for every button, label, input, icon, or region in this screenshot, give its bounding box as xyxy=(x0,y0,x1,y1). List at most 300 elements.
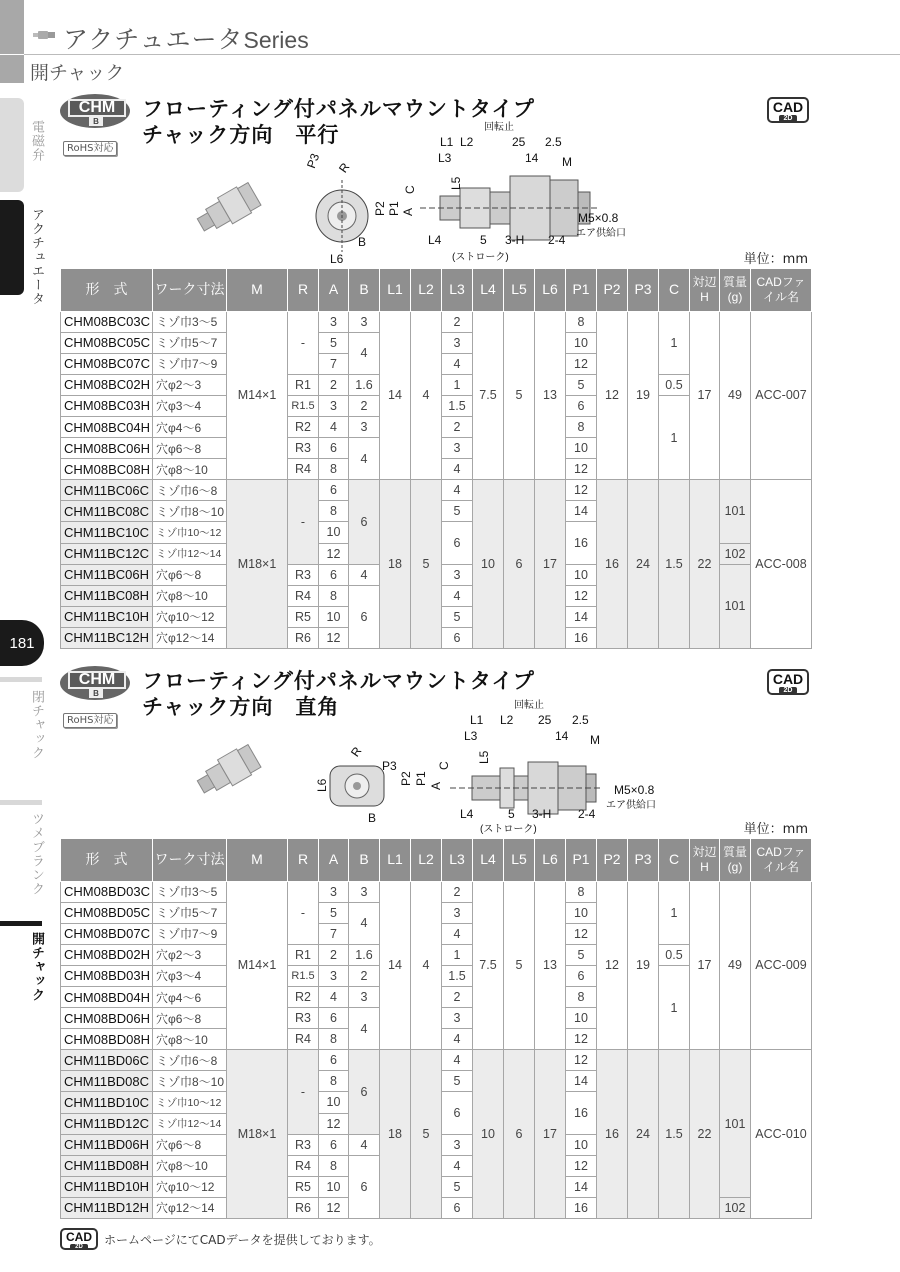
cell-a: 8 xyxy=(319,501,349,522)
unit-label: 単位：mm xyxy=(743,822,808,837)
cad-badge-label: CAD xyxy=(772,99,804,115)
cell-r: R1.5 xyxy=(288,395,319,416)
col-header-model: 形 式 xyxy=(61,839,153,881)
cell-r: - xyxy=(288,480,319,564)
cell-b: 4 xyxy=(349,564,380,585)
cell-l3: 2 xyxy=(442,881,473,902)
work-size: 穴φ4～6 xyxy=(153,986,227,1007)
work-size: 穴φ8～10 xyxy=(153,585,227,606)
table-group-m18 xyxy=(61,480,812,649)
actuator-series-icon xyxy=(33,30,55,40)
col-header-r: R xyxy=(288,269,319,311)
svg-text:P2: P2 xyxy=(373,201,387,216)
cell-a: 10 xyxy=(319,1176,349,1197)
rail-block-sub xyxy=(0,55,24,83)
cell-b: 3 xyxy=(349,311,380,332)
cell-m: M14×1 xyxy=(227,881,288,1050)
badge-label: CHM xyxy=(68,671,126,689)
cell-l3: 2 xyxy=(442,986,473,1007)
section-title-line1: フローティング付パネルマウントタイプ xyxy=(142,97,535,121)
col-header-p2: P2 xyxy=(597,269,628,311)
svg-text:L3: L3 xyxy=(464,729,478,743)
cell-a: 6 xyxy=(319,438,349,459)
cell-r: - xyxy=(288,311,319,374)
cell-a: 2 xyxy=(319,374,349,395)
cell-a: 3 xyxy=(319,881,349,902)
cell-l3: 1 xyxy=(442,374,473,395)
cell-h: 17 xyxy=(690,311,720,480)
svg-text:L1: L1 xyxy=(470,713,484,727)
cell-b: 1.6 xyxy=(349,374,380,395)
col-header-p3: P3 xyxy=(628,839,659,881)
model-code: CHM08BD07C xyxy=(61,923,153,944)
cell-cad-file[interactable]: ACC-007 xyxy=(751,311,812,480)
cell-a: 7 xyxy=(319,923,349,944)
model-code: CHM08BC03H xyxy=(61,395,153,416)
cell-p3: 19 xyxy=(628,311,659,480)
model-code: CHM11BD06C xyxy=(61,1050,153,1071)
cell-p1: 12 xyxy=(566,1050,597,1071)
svg-text:L6: L6 xyxy=(330,252,344,266)
svg-text:25: 25 xyxy=(512,135,526,149)
cell-b: 1.6 xyxy=(349,944,380,965)
product-photo-right-angle xyxy=(188,740,268,800)
table-row xyxy=(61,311,812,332)
cell-p1: 5 xyxy=(566,374,597,395)
cell-c: 1 xyxy=(659,965,690,1049)
model-code: CHM08BD02H xyxy=(61,944,153,965)
cell-l3: 4 xyxy=(442,1155,473,1176)
work-size: 穴φ2～3 xyxy=(153,944,227,965)
model-code: CHM11BC10H xyxy=(61,606,153,627)
cell-r: R1 xyxy=(288,374,319,395)
unit-label: 単位：mm xyxy=(743,252,808,267)
cell-mass: 49 xyxy=(720,311,751,480)
work-size: 穴φ12～14 xyxy=(153,1197,227,1218)
cell-cad-file[interactable]: ACC-010 xyxy=(751,1050,812,1219)
col-header-m: M xyxy=(227,269,288,311)
cell-a: 4 xyxy=(319,986,349,1007)
table-row xyxy=(61,1050,812,1071)
model-code: CHM08BC03C xyxy=(61,311,153,332)
cell-r: R3 xyxy=(288,438,319,459)
side-tab-label-actuator[interactable]: アクチュエータ xyxy=(29,208,44,306)
cell-p1: 5 xyxy=(566,944,597,965)
col-header-l4: L4 xyxy=(473,269,504,311)
svg-text:2-4: 2-4 xyxy=(548,233,566,247)
cell-p1: 14 xyxy=(566,1176,597,1197)
col-header-l1: L1 xyxy=(380,269,411,311)
cell-a: 8 xyxy=(319,1155,349,1176)
work-size: ミゾ巾3～5 xyxy=(153,311,227,332)
col-header-cad: CADファイル名 xyxy=(751,269,812,311)
side-nav-open-chuck[interactable]: 開チャック xyxy=(29,932,44,1002)
cell-b: 4 xyxy=(349,438,380,480)
cell-a: 10 xyxy=(319,606,349,627)
svg-text:(ストローク): (ストローク) xyxy=(452,252,509,263)
cell-p1: 8 xyxy=(566,986,597,1007)
section-title-line2: チャック方向 直角 xyxy=(142,695,340,719)
col-header-h: 対辺H xyxy=(690,839,720,881)
col-header-l3: L3 xyxy=(442,839,473,881)
footer-cad-note xyxy=(60,1228,381,1250)
cad-2d-badge[interactable] xyxy=(767,97,809,123)
work-size: ミゾ巾8～10 xyxy=(153,1071,227,1092)
cell-l3: 5 xyxy=(442,501,473,522)
model-code: CHM08BC05C xyxy=(61,332,153,353)
series-suffix: Series xyxy=(243,27,309,53)
cell-l3: 1.5 xyxy=(442,965,473,986)
cell-b: 4 xyxy=(349,332,380,374)
col-header-l4: L4 xyxy=(473,839,504,881)
chm-series-badge xyxy=(60,666,130,702)
cell-l3: 5 xyxy=(442,1176,473,1197)
cell-a: 3 xyxy=(319,311,349,332)
cell-p1: 10 xyxy=(566,332,597,353)
cell-p1: 14 xyxy=(566,1071,597,1092)
cell-p1: 12 xyxy=(566,353,597,374)
cell-a: 4 xyxy=(319,416,349,437)
cad-badge-label: CAD xyxy=(772,671,804,687)
cell-l2: 4 xyxy=(411,881,442,1050)
cell-l3: 4 xyxy=(442,1029,473,1050)
badge-sub-label: B xyxy=(89,117,103,126)
cell-r: R3 xyxy=(288,1008,319,1029)
cell-p1: 10 xyxy=(566,438,597,459)
cell-p1: 12 xyxy=(566,1155,597,1176)
badge-label: CHM xyxy=(68,99,126,117)
cell-b: 6 xyxy=(349,585,380,648)
cell-p1: 8 xyxy=(566,881,597,902)
cell-c: 1.5 xyxy=(659,1050,690,1219)
work-size: 穴φ6～8 xyxy=(153,438,227,459)
svg-text:L1: L1 xyxy=(440,135,454,149)
cell-mass: 101 xyxy=(720,1050,751,1198)
cell-r: R3 xyxy=(288,564,319,585)
cell-l1: 14 xyxy=(380,311,411,480)
table-group-m18 xyxy=(61,1050,812,1219)
cell-c: 0.5 xyxy=(659,944,690,965)
cell-l3: 2 xyxy=(442,416,473,437)
col-header-h: 対辺H xyxy=(690,269,720,311)
cell-c: 1 xyxy=(659,881,690,944)
cell-p1: 8 xyxy=(566,416,597,437)
col-header-p3: P3 xyxy=(628,269,659,311)
cell-r: R6 xyxy=(288,1197,319,1218)
model-code: CHM11BC12C xyxy=(61,543,153,564)
col-header-l1: L1 xyxy=(380,839,411,881)
cell-l3: 6 xyxy=(442,1197,473,1218)
work-size: 穴φ4～6 xyxy=(153,416,227,437)
cell-p3: 24 xyxy=(628,1050,659,1219)
cell-m: M18×1 xyxy=(227,480,288,649)
product-photo-parallel xyxy=(188,178,268,238)
cell-p3: 19 xyxy=(628,881,659,1050)
cell-b: 6 xyxy=(349,1050,380,1134)
cell-a: 8 xyxy=(319,1071,349,1092)
cell-a: 8 xyxy=(319,459,349,480)
model-code: CHM11BD08C xyxy=(61,1071,153,1092)
header-divider xyxy=(24,54,900,55)
cell-p1: 12 xyxy=(566,1029,597,1050)
cell-a: 8 xyxy=(319,1029,349,1050)
cell-h: 17 xyxy=(690,881,720,1050)
col-header-l6: L6 xyxy=(535,269,566,311)
cell-l6: 13 xyxy=(535,881,566,1050)
cell-mass: 49 xyxy=(720,881,751,1050)
cell-p1: 6 xyxy=(566,965,597,986)
cell-h: 22 xyxy=(690,480,720,649)
table-row xyxy=(61,881,812,902)
cell-l5: 5 xyxy=(504,881,535,1050)
side-tab-label-solenoid-valve[interactable]: 電磁弁 xyxy=(29,120,44,162)
cell-p1: 14 xyxy=(566,606,597,627)
cell-p1: 10 xyxy=(566,1008,597,1029)
work-size: ミゾ巾7～9 xyxy=(153,353,227,374)
model-code: CHM08BD04H xyxy=(61,986,153,1007)
svg-text:2.5: 2.5 xyxy=(572,713,589,727)
cell-l3: 4 xyxy=(442,585,473,606)
cell-a: 8 xyxy=(319,585,349,606)
cell-b: 4 xyxy=(349,1008,380,1050)
cell-b: 3 xyxy=(349,986,380,1007)
cell-r: R1.5 xyxy=(288,965,319,986)
cell-mass: 102 xyxy=(720,1197,751,1218)
work-size: 穴φ3～4 xyxy=(153,395,227,416)
cell-a: 10 xyxy=(319,1092,349,1113)
cell-p1: 10 xyxy=(566,1134,597,1155)
badge-sub-label: B xyxy=(89,689,103,698)
cell-a: 5 xyxy=(319,332,349,353)
svg-text:L6: L6 xyxy=(315,778,329,792)
work-size: ミゾ巾12～14 xyxy=(153,543,227,564)
cad-2d-badge[interactable] xyxy=(767,669,809,695)
side-nav-jaw-blank[interactable]: ツメブランク xyxy=(29,812,44,896)
cell-l3: 2 xyxy=(442,311,473,332)
col-header-l6: L6 xyxy=(535,839,566,881)
cell-p1: 12 xyxy=(566,480,597,501)
side-tab-solenoid-valve[interactable] xyxy=(0,98,24,192)
svg-text:R: R xyxy=(335,160,353,176)
model-code: CHM11BC06H xyxy=(61,564,153,585)
cell-r: R4 xyxy=(288,1029,319,1050)
model-code: CHM08BD03H xyxy=(61,965,153,986)
chm-series-badge xyxy=(60,94,130,130)
svg-text:回転止: 回転止 xyxy=(514,700,544,711)
cell-l2: 5 xyxy=(411,1050,442,1219)
col-header-b: B xyxy=(349,839,380,881)
cell-r: R2 xyxy=(288,986,319,1007)
table-header-row xyxy=(61,839,812,881)
model-code: CHM11BC12H xyxy=(61,627,153,648)
work-size: ミゾ巾6～8 xyxy=(153,480,227,501)
side-nav-closed-chuck[interactable]: 閉チャック xyxy=(29,690,44,760)
svg-text:(ストローク): (ストローク) xyxy=(480,824,537,835)
cell-l1: 14 xyxy=(380,881,411,1050)
work-size: ミゾ巾7～9 xyxy=(153,923,227,944)
svg-text:25: 25 xyxy=(538,713,552,727)
cell-l4: 10 xyxy=(473,1050,504,1219)
svg-text:L2: L2 xyxy=(500,713,514,727)
model-code: CHM08BC02H xyxy=(61,374,153,395)
section-title-line1: フローティング付パネルマウントタイプ xyxy=(142,669,535,693)
svg-text:L4: L4 xyxy=(460,807,474,821)
cell-l3: 3 xyxy=(442,902,473,923)
work-size: 穴φ6～8 xyxy=(153,1134,227,1155)
cell-p1: 16 xyxy=(566,1092,597,1134)
side-divider-closed-chuck xyxy=(0,677,42,682)
cell-l5: 6 xyxy=(504,480,535,649)
work-size: 穴φ12～14 xyxy=(153,627,227,648)
model-code: CHM08BD08H xyxy=(61,1029,153,1050)
cell-p1: 12 xyxy=(566,923,597,944)
cell-p1: 16 xyxy=(566,522,597,564)
cell-b: 6 xyxy=(349,1155,380,1218)
model-code: CHM08BC08H xyxy=(61,459,153,480)
cell-p2: 16 xyxy=(597,480,628,649)
cell-l3: 4 xyxy=(442,353,473,374)
rail-block-top xyxy=(0,0,24,54)
svg-text:P2: P2 xyxy=(399,771,413,786)
series-title xyxy=(63,20,309,56)
col-header-l2: L2 xyxy=(411,839,442,881)
cad-badge-sub: 2D xyxy=(779,687,797,694)
svg-text:A: A xyxy=(401,207,415,216)
col-header-r: R xyxy=(288,839,319,881)
cell-b: 4 xyxy=(349,902,380,944)
svg-text:エア供給口: エア供給口 xyxy=(606,800,656,811)
svg-text:M: M xyxy=(562,155,572,169)
cell-mass: 101 xyxy=(720,564,751,648)
svg-text:回転止: 回転止 xyxy=(484,122,514,133)
side-divider-open-chuck xyxy=(0,921,42,926)
col-header-model: 形 式 xyxy=(61,269,153,311)
work-size: 穴φ2～3 xyxy=(153,374,227,395)
cell-r: R4 xyxy=(288,1155,319,1176)
col-header-mass: 質量(g) xyxy=(720,269,751,311)
model-code: CHM11BC06C xyxy=(61,480,153,501)
cell-cad-file[interactable]: ACC-008 xyxy=(751,480,812,649)
cell-l3: 5 xyxy=(442,1071,473,1092)
cell-p1: 6 xyxy=(566,395,597,416)
col-header-mass: 質量(g) xyxy=(720,839,751,881)
cad-badge-sub: 2D xyxy=(779,115,797,122)
svg-text:M5×0.8: M5×0.8 xyxy=(614,783,655,797)
page-number: 181 xyxy=(0,620,44,666)
cell-a: 12 xyxy=(319,543,349,564)
cell-l3: 5 xyxy=(442,606,473,627)
svg-text:2-4: 2-4 xyxy=(578,807,596,821)
svg-text:3-H: 3-H xyxy=(532,807,552,821)
model-code: CHM08BC06H xyxy=(61,438,153,459)
cell-b: 4 xyxy=(349,1134,380,1155)
cell-b: 3 xyxy=(349,881,380,902)
cell-b: 2 xyxy=(349,395,380,416)
cell-l3: 6 xyxy=(442,1092,473,1134)
cell-l3: 3 xyxy=(442,332,473,353)
svg-text:R: R xyxy=(347,744,365,760)
svg-text:L2: L2 xyxy=(460,135,474,149)
svg-text:14: 14 xyxy=(525,151,539,165)
cell-l6: 17 xyxy=(535,480,566,649)
cell-b: 2 xyxy=(349,965,380,986)
model-code: CHM11BC08H xyxy=(61,585,153,606)
cell-m: M18×1 xyxy=(227,1050,288,1219)
work-size: 穴φ6～8 xyxy=(153,564,227,585)
col-header-p2: P2 xyxy=(597,839,628,881)
cad-badge-sub: 2D xyxy=(70,1244,88,1250)
cell-b: 6 xyxy=(349,480,380,564)
model-code: CHM08BD06H xyxy=(61,1008,153,1029)
cell-p2: 12 xyxy=(597,311,628,480)
cell-mass: 102 xyxy=(720,543,751,564)
work-size: 穴φ8～10 xyxy=(153,1029,227,1050)
model-code: CHM11BD10H xyxy=(61,1176,153,1197)
cell-p1: 8 xyxy=(566,311,597,332)
side-tab-actuator[interactable] xyxy=(0,200,24,295)
cell-r: R6 xyxy=(288,627,319,648)
cell-l5: 5 xyxy=(504,311,535,480)
rohs-badge: RoHS対応 xyxy=(63,141,117,156)
cell-mass: 101 xyxy=(720,480,751,543)
category-title: 開チャック xyxy=(30,62,125,84)
cell-a: 6 xyxy=(319,1134,349,1155)
work-size: ミゾ巾5～7 xyxy=(153,902,227,923)
cell-r: - xyxy=(288,881,319,944)
cell-l2: 4 xyxy=(411,311,442,480)
work-size: ミゾ巾12～14 xyxy=(153,1113,227,1134)
cad-2d-badge[interactable] xyxy=(60,1228,98,1250)
cell-c: 0.5 xyxy=(659,374,690,395)
svg-text:エア供給口: エア供給口 xyxy=(576,228,626,239)
cell-a: 6 xyxy=(319,564,349,585)
cell-l3: 1 xyxy=(442,944,473,965)
cell-l1: 18 xyxy=(380,480,411,649)
cell-l2: 5 xyxy=(411,480,442,649)
cell-l5: 6 xyxy=(504,1050,535,1219)
cell-r: R4 xyxy=(288,459,319,480)
svg-text:C: C xyxy=(403,185,417,194)
cell-l4: 7.5 xyxy=(473,881,504,1050)
cell-l3: 6 xyxy=(442,522,473,564)
cell-c: 1 xyxy=(659,395,690,479)
work-size: ミゾ巾3～5 xyxy=(153,881,227,902)
col-header-work: ワーク寸法 xyxy=(153,269,227,311)
cell-r: - xyxy=(288,1050,319,1134)
cell-r: R1 xyxy=(288,944,319,965)
cell-a: 6 xyxy=(319,1008,349,1029)
svg-text:P1: P1 xyxy=(387,201,401,216)
cell-c: 1.5 xyxy=(659,480,690,649)
cell-a: 5 xyxy=(319,902,349,923)
cell-a: 10 xyxy=(319,522,349,543)
cell-l3: 3 xyxy=(442,564,473,585)
cell-a: 12 xyxy=(319,1113,349,1134)
cell-m: M14×1 xyxy=(227,311,288,480)
cell-cad-file[interactable]: ACC-009 xyxy=(751,881,812,1050)
cell-p1: 10 xyxy=(566,564,597,585)
svg-text:5: 5 xyxy=(508,807,515,821)
dimension-drawing-parallel xyxy=(300,118,640,268)
work-size: 穴φ6～8 xyxy=(153,1008,227,1029)
work-size: ミゾ巾8～10 xyxy=(153,501,227,522)
cell-r: R3 xyxy=(288,1134,319,1155)
svg-text:L3: L3 xyxy=(438,151,452,165)
model-code: CHM11BD10C xyxy=(61,1092,153,1113)
svg-text:P3: P3 xyxy=(304,151,323,171)
col-header-l5: L5 xyxy=(504,839,535,881)
col-header-c: C xyxy=(659,269,690,311)
